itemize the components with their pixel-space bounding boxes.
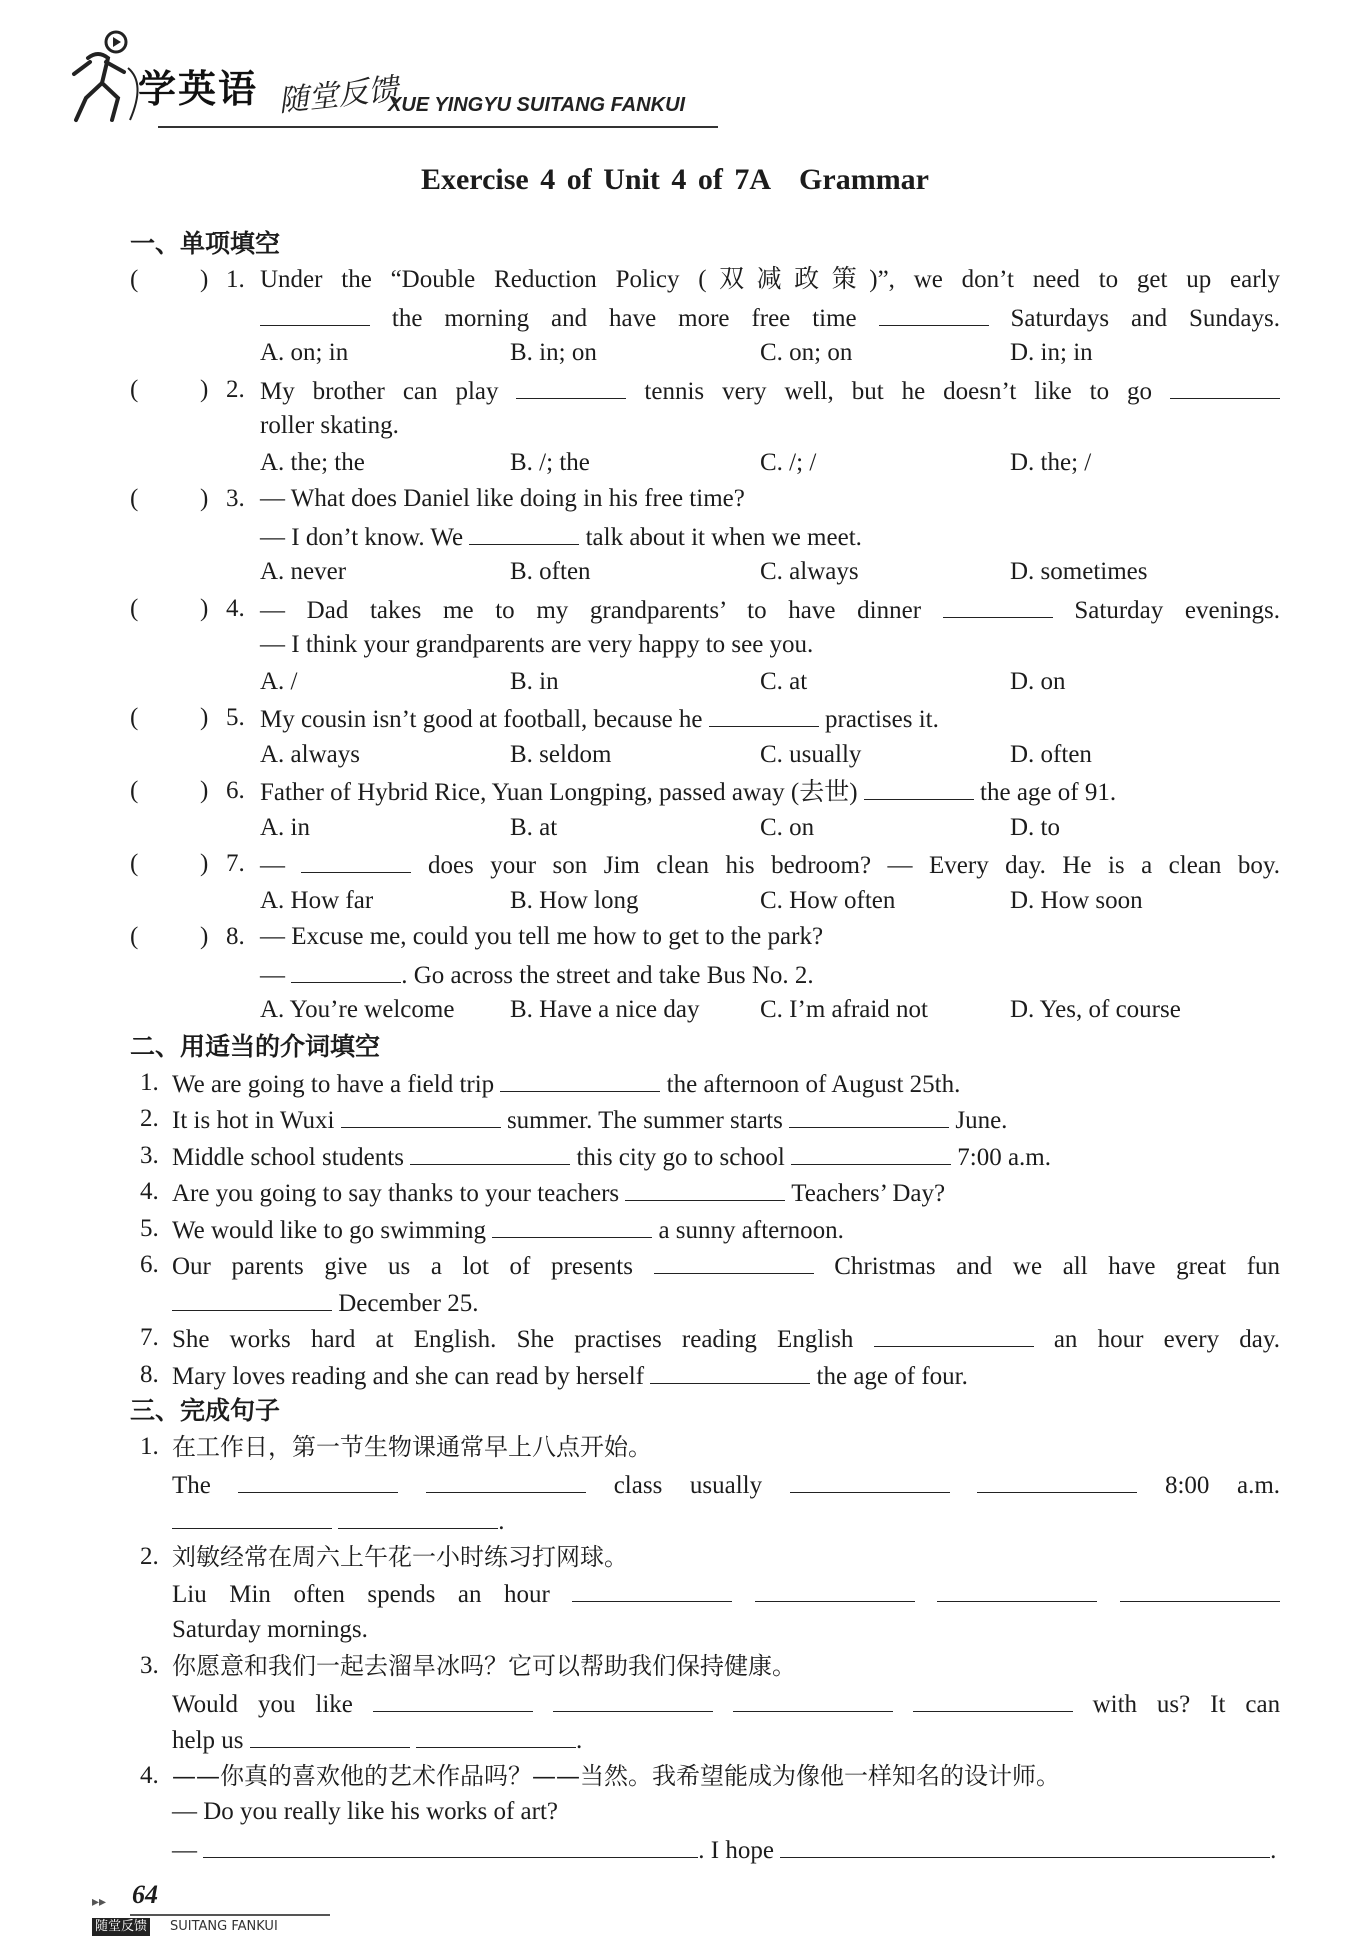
question-5: ( ) 5. My cousin isn’t good at football, because he practises it. <box>130 700 1280 737</box>
blank[interactable] <box>260 299 370 326</box>
section-3-heading: 三、完成句子 <box>130 1396 281 1425</box>
question-3: ( ) 3. — What does Daniel like doing in his free time? <box>130 485 745 512</box>
option-c: C. on; on <box>760 339 853 366</box>
blank[interactable] <box>291 956 401 983</box>
runner-logo-icon <box>68 28 148 128</box>
options-row: A. How far B. How long C. How often D. How soon <box>260 886 1143 914</box>
blank[interactable] <box>426 1466 586 1493</box>
blank[interactable] <box>913 1685 1073 1712</box>
page-footer <box>92 1876 332 1936</box>
option-b: B. in; on <box>510 339 597 366</box>
option-d: D. in; in <box>1010 339 1093 366</box>
options-row <box>130 335 1280 372</box>
footer-brand-en: SUITANG FANKUI <box>170 1919 278 1934</box>
blank[interactable] <box>553 1685 713 1712</box>
header-divider <box>158 126 718 128</box>
footer-brand-cn: 随堂反馈 <box>92 1918 150 1936</box>
blank[interactable] <box>572 1575 732 1602</box>
page-title <box>0 163 1350 197</box>
blank[interactable] <box>1170 372 1280 399</box>
blank[interactable] <box>789 1101 949 1128</box>
blank[interactable] <box>755 1575 915 1602</box>
blank[interactable] <box>410 1138 570 1165</box>
question-4: ( ) 4. — Dad takes me to my grandparents’ to have dinner Saturday evenings. <box>130 591 1280 628</box>
chinese-prompt: 刘敏经常在周六上午花一小时练习打网球。 <box>172 1542 628 1571</box>
translate-item-3: 3. 你愿意和我们一起去溜旱冰吗？它可以帮助我们保持健康。 <box>130 1648 1280 1685</box>
section-1-heading: 一、单项填空 <box>130 229 281 258</box>
question-7: ( ) 7. — does your son Jim clean his bedroom? — Every day. He is a clean boy. <box>130 846 1280 883</box>
section-2-heading: 二、用适当的介词填空 <box>130 1031 381 1061</box>
blank[interactable] <box>500 1065 660 1092</box>
brand-title: 学英语 <box>138 67 259 111</box>
question-6: ( ) 6. Father of Hybrid Rice, Yuan Longping, passed away (去世) the age of 91. <box>130 773 1280 810</box>
blank[interactable] <box>733 1685 893 1712</box>
blank[interactable] <box>492 1211 652 1238</box>
question-2: ( ) 2. My brother can play tennis very well, but he doesn’t like to go <box>130 372 1280 409</box>
blank[interactable] <box>625 1174 785 1201</box>
brand-header <box>68 28 708 138</box>
page-number: 64 <box>132 1880 158 1909</box>
blank[interactable] <box>172 1502 332 1529</box>
translate-item-2: 2. 刘敏经常在周六上午花一小时练习打网球。 <box>130 1539 1280 1576</box>
blank[interactable] <box>172 1284 332 1311</box>
blank[interactable] <box>238 1466 398 1493</box>
blank[interactable] <box>874 1320 1034 1347</box>
fill-item-2: 2. It is hot in Wuxi summer. The summer starts June. <box>130 1101 1280 1138</box>
blank[interactable] <box>943 591 1053 618</box>
options-row: A. You’re welcome B. Have a nice day C. I’m afraid not D. Yes, of course <box>260 996 1181 1023</box>
fill-item-7: 7. She works hard at English. She practises reading English an hour every day. <box>130 1320 1280 1357</box>
blank[interactable] <box>516 372 626 399</box>
title-main: Exercise 4 of Unit 4 of 7A <box>420 163 772 196</box>
blank[interactable] <box>469 518 579 545</box>
blank[interactable] <box>864 773 974 800</box>
fill-item-5: 5. We would like to go swimming a sunny afternoon. <box>130 1211 1280 1248</box>
question-1: ( ) 1. Under the “Double Reduction Policy (双减政策)”, we don’t need to get up early <box>130 262 1280 299</box>
blank[interactable] <box>1120 1575 1280 1602</box>
fill-item-1: 1. We are going to have a field trip the afternoon of August 25th. <box>130 1065 1280 1102</box>
brand-pinyin: XUE YINGYU SUITANG FANKUI <box>388 94 686 116</box>
fill-item-8: 8. Mary loves reading and she can read by herself the age of four. <box>130 1357 1280 1394</box>
blank[interactable] <box>780 1831 1270 1858</box>
option-a: A. on; in <box>260 339 349 366</box>
chinese-prompt: 在工作日，第一节生物课通常早上八点开始。 <box>172 1433 652 1461</box>
question-number: 1. <box>226 266 245 293</box>
arrow-icon: ▸▸ <box>92 1894 107 1910</box>
blank[interactable] <box>654 1247 814 1274</box>
chinese-prompt: ——你真的喜欢他的艺术作品吗？——当然。我希望能成为像他一样知名的设计师。 <box>172 1761 1060 1790</box>
blank[interactable] <box>977 1466 1137 1493</box>
fill-item-6: 6. Our parents give us a lot of presents Christmas and we all have great fun <box>130 1247 1280 1284</box>
blank[interactable] <box>709 700 819 727</box>
title-topic: Grammar <box>799 163 929 196</box>
options-row: A. / B. in C. at D. on <box>260 667 1066 695</box>
blank[interactable] <box>416 1721 576 1748</box>
translate-item-4: 4. ——你真的喜欢他的艺术作品吗？——当然。我希望能成为像他一样知名的设计师。 <box>130 1758 1280 1795</box>
blank[interactable] <box>879 299 989 326</box>
blank[interactable] <box>338 1502 498 1529</box>
question-8: ( ) 8. — Excuse me, could you tell me how to get to the park? <box>130 923 824 950</box>
blank[interactable] <box>341 1101 501 1128</box>
blank[interactable] <box>301 846 411 873</box>
options-row: A. always B. seldom C. usually D. often <box>260 740 1092 768</box>
question-text: Under the “Double Reduction Policy (双减政策)”, we don’t need to get up early <box>260 266 1280 293</box>
blank[interactable] <box>203 1831 698 1858</box>
brand-subtitle: 随堂反馈 <box>276 71 400 120</box>
worksheet-content: 一、单项填空 ( ) 1. Under the “Double Reduction Policy (双减政策)”, we don’t need to get up early the morning and have more free time Saturdays and Sundays. A. on; in B. in; on C. on; on D. in; in ( ) 2. My brother can play tennis very well, but he doesn’t like to go roller skating. A. the; the B. /; the C. /; / D. the; / ( ) 3. — What does Daniel like doing in his free time? — I don’t know. We talk about it when we meet. A. never B. often C. always D. sometimes ( ) 4. — Dad takes me to my grandparents’ to have dinner Saturday evenings. — I think your grandparents are very happy to see you. A. / B. in C. at D. on ( ) 5. My cousin isn’t good at football, because he practises it. A. always B. seldom C. usually D. often ( ) 6. Father of Hybrid Rice, Yuan Longping, passed away (去世) the age of 91. A. in B. at C. on D. to ( ) 7. — does your son Jim clean his bedroom? — Every day. He is a clean boy. A. How far B. How long C. How often D. How soon ( ) 8. — Excuse me, could you tell me how to get to the park? — . Go across the street and take Bus No. 2. A. You’re welcome B. Have a nice day C. I’m afraid not D. Yes, of course 二、用适当的介词填空 1. We are going to have a field trip the afternoon of August 25th. 2. It is hot in Wuxi summer. The summer starts June. 3. Middle school students this city go to school 7:00 a.m. 4. Are you going to say thanks to your teachers Teachers’ Day? 5. We would like to go swimming a sunny afternoon. 6. Our parents give us a lot of presents Christmas and we all have great fun December 25. 7. She works hard at English. She practises reading English an hour every day. 8. Mary loves reading and she can read by herself the age of four. 三、完成句子 1. 在工作日，第一节生物课通常早上八点开始。 The class usually 8:00 a.m. . 2. 刘敏经常在周六上午花一小时练习打网球。 Liu Min often spends an hour Saturday mornings. 3. 你愿意和我们一起去溜旱冰吗？它可以帮助我们保持健康。 Would you like with us? It can help us . 4. ——你真的喜欢他的艺术作品吗？——当然。我希望能成为像他一样知名的设计师。 — Do you really like his works of art? — . I hope . <box>130 226 1280 1867</box>
options-row: A. the; the B. /; the C. /; / D. the; / <box>260 448 1092 476</box>
blank[interactable] <box>650 1357 810 1384</box>
options-row: A. never B. often C. always D. sometimes <box>260 558 1148 585</box>
blank[interactable] <box>250 1721 410 1748</box>
blank[interactable] <box>790 1466 950 1493</box>
fill-item-3: 3. Middle school students this city go to school 7:00 a.m. <box>130 1138 1280 1175</box>
options-row: A. in B. at C. on D. to <box>260 813 1060 841</box>
blank[interactable] <box>373 1685 533 1712</box>
chinese-prompt: 你愿意和我们一起去溜旱冰吗？它可以帮助我们保持健康。 <box>172 1652 796 1680</box>
blank[interactable] <box>791 1138 951 1165</box>
footer-divider <box>130 1914 330 1916</box>
fill-item-4: 4. Are you going to say thanks to your teachers Teachers’ Day? <box>130 1174 1280 1211</box>
translate-item-1: 1. 在工作日，第一节生物课通常早上八点开始。 <box>130 1429 1280 1466</box>
blank[interactable] <box>937 1575 1097 1602</box>
